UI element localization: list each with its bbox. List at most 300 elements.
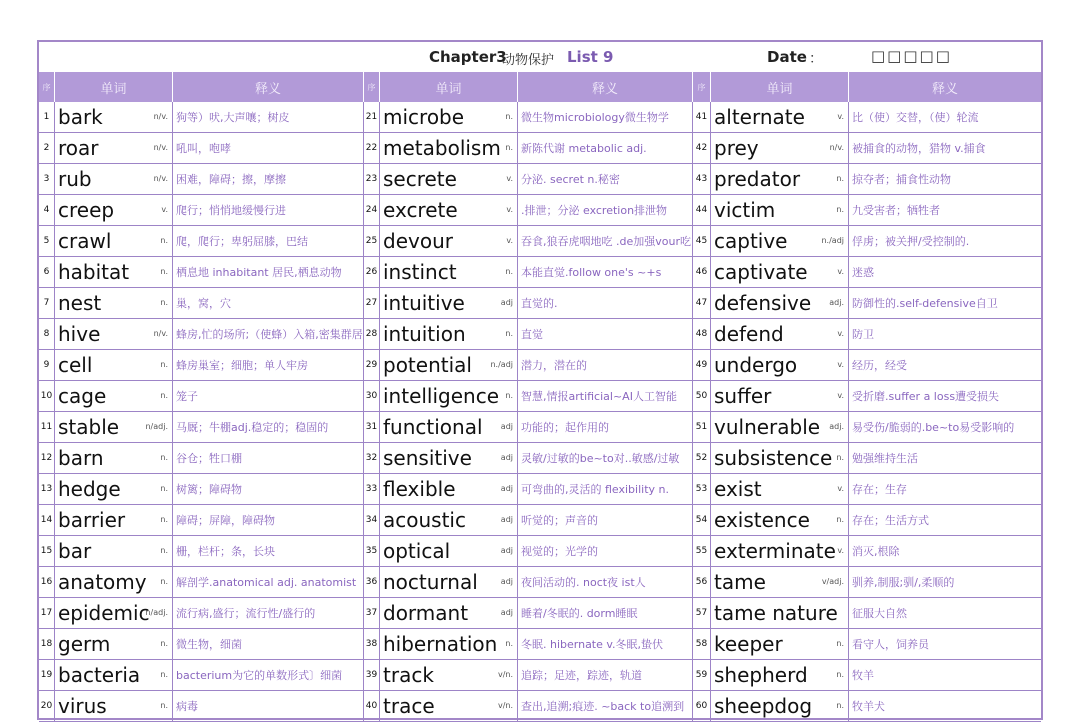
english-word: track <box>383 663 434 687</box>
part-of-speech: n. <box>836 174 844 183</box>
table-row <box>39 319 1041 350</box>
entry-number: 57 <box>693 598 711 628</box>
word-cell <box>711 164 849 194</box>
word-cell <box>55 381 173 411</box>
word-cell <box>711 412 849 442</box>
meaning-cell: 流行病,盛行；流行性/盛行的 <box>173 598 364 628</box>
entry-number: 5 <box>39 226 55 256</box>
meaning-cell: 灵敏/过敏的be~to对..敏感/过敏 <box>518 443 693 473</box>
part-of-speech: n. <box>160 453 168 462</box>
part-of-speech: v. <box>837 391 844 400</box>
entry-number: 24 <box>364 195 380 225</box>
word-cell <box>380 629 518 659</box>
chapter-title: Chapter3 <box>429 48 507 66</box>
meaning-cell: 微生物microbiology微生物学 <box>518 102 693 132</box>
word-cell <box>380 598 518 628</box>
english-word: secrete <box>383 167 457 191</box>
meaning-cell: 分泌. secret n.秘密 <box>518 164 693 194</box>
part-of-speech: n. <box>505 267 513 276</box>
meaning-cell: 防卫 <box>852 328 874 341</box>
entry-number: 21 <box>364 102 380 132</box>
table-row <box>39 660 1041 691</box>
english-word: intuition <box>383 322 466 346</box>
meaning-cell: 爬，爬行；卑躬屈膝，巴结 <box>173 226 364 256</box>
entry-number: 45 <box>693 226 711 256</box>
word-cell <box>55 319 173 349</box>
word-cell <box>380 505 518 535</box>
entry-number: 8 <box>39 319 55 349</box>
english-word: suffer <box>714 384 772 408</box>
meaning-cell: 存在；生活方式 <box>852 514 929 527</box>
table-row <box>39 536 1041 567</box>
word-cell <box>380 691 518 721</box>
table-row <box>39 226 1041 257</box>
word-cell <box>711 195 849 225</box>
word-cell <box>711 660 849 690</box>
entry-number: 55 <box>693 536 711 566</box>
meaning-cell: 病毒 <box>173 691 364 721</box>
meaning-cell: 防御性的.self-defensive自卫 <box>852 297 998 310</box>
meaning-cell: 吼叫，咆哮 <box>173 133 364 163</box>
header-no: 序 <box>364 72 380 102</box>
header-meaning: 释义 <box>518 72 693 102</box>
english-word: bacteria <box>58 663 141 687</box>
entry-number: 9 <box>39 350 55 380</box>
word-cell <box>711 350 849 380</box>
entry-number: 3 <box>39 164 55 194</box>
entry-number: 58 <box>693 629 711 659</box>
entry-number: 16 <box>39 567 55 597</box>
part-of-speech: n. <box>160 391 168 400</box>
english-word: captive <box>714 229 788 253</box>
date-label: Date <box>767 48 807 66</box>
english-word: exist <box>714 477 762 501</box>
word-cell <box>380 319 518 349</box>
entry-number: 37 <box>364 598 380 628</box>
meaning-cell: 冬眠. hibernate v.冬眠,蛰伏 <box>518 629 693 659</box>
word-cell <box>55 660 173 690</box>
header-word: 单词 <box>711 72 849 102</box>
table-header <box>39 72 1041 102</box>
word-cell <box>711 133 849 163</box>
word-cell <box>380 257 518 287</box>
meaning-cell: 直觉 <box>518 319 693 349</box>
meaning-cell: 栖息地 inhabitant 居民,栖息动物 <box>173 257 364 287</box>
english-word: hive <box>58 322 101 346</box>
english-word: stable <box>58 415 120 439</box>
part-of-speech: n. <box>505 329 513 338</box>
meaning-cell: 蜂房巢室；细胞；单人牢房 <box>173 350 364 380</box>
title-bar <box>39 42 1041 72</box>
meaning-cell: 狗等）吠,大声嚷；树皮 <box>173 102 364 132</box>
english-word: cell <box>58 353 93 377</box>
meaning-cell: 存在；生存 <box>852 483 907 496</box>
part-of-speech: v/adj. <box>821 577 844 586</box>
word-cell <box>55 691 173 721</box>
word-cell <box>711 288 849 318</box>
entry-number: 41 <box>693 102 711 132</box>
word-cell <box>380 288 518 318</box>
entry-number: 46 <box>693 257 711 287</box>
part-of-speech: n. <box>505 143 513 152</box>
header-word: 单词 <box>380 72 518 102</box>
topic-title: 动物保护 <box>502 53 555 68</box>
entry-number: 38 <box>364 629 380 659</box>
english-word: intelligence <box>383 384 500 408</box>
entry-number: 30 <box>364 381 380 411</box>
header-no: 序 <box>39 72 55 102</box>
part-of-speech: n. <box>505 112 513 121</box>
word-cell <box>711 536 849 566</box>
meaning-cell: 比（使）交替，（使）轮流 <box>852 111 979 124</box>
english-word: victim <box>714 198 776 222</box>
meaning-cell: 牧羊犬 <box>852 700 885 713</box>
word-cell <box>711 505 849 535</box>
part-of-speech: v. <box>506 205 513 214</box>
table-row <box>39 133 1041 164</box>
meaning-cell: 新陈代谢 metabolic adj. <box>518 133 693 163</box>
part-of-speech: n. <box>836 515 844 524</box>
word-cell <box>711 257 849 287</box>
meaning-cell: 树篱；障碍物 <box>173 474 364 504</box>
word-cell <box>380 195 518 225</box>
entry-number: 28 <box>364 319 380 349</box>
table-row <box>39 443 1041 474</box>
part-of-speech: n. <box>160 236 168 245</box>
english-word: microbe <box>383 105 465 129</box>
list-number: List 9 <box>567 48 614 66</box>
part-of-speech: n. <box>160 267 168 276</box>
entry-number: 34 <box>364 505 380 535</box>
part-of-speech: v. <box>837 484 844 493</box>
english-word: rub <box>58 167 92 191</box>
entry-number: 52 <box>693 443 711 473</box>
word-cell <box>380 474 518 504</box>
part-of-speech: adj. <box>829 298 844 307</box>
meaning-cell: 驯养,制服;驯/,柔顺的 <box>852 576 955 589</box>
part-of-speech: n. <box>836 701 844 710</box>
table-row <box>39 164 1041 195</box>
word-cell <box>711 226 849 256</box>
meaning-cell: bacterium为它的单数形式〕细菌 <box>173 660 364 690</box>
vocabulary-table <box>39 72 1041 722</box>
english-word: undergo <box>714 353 798 377</box>
part-of-speech: n/adj. <box>145 608 168 617</box>
meaning-cell: 智慧,情报artificial~AI人工智能 <box>518 381 693 411</box>
part-of-speech: adj. <box>829 422 844 431</box>
word-cell <box>711 629 849 659</box>
word-cell <box>380 412 518 442</box>
meaning-cell: 解剖学.anatomical adj. anatomist <box>173 567 364 597</box>
part-of-speech: adj <box>500 546 513 555</box>
part-of-speech: n. <box>160 298 168 307</box>
english-word: captivate <box>714 260 808 284</box>
vocabulary-sheet <box>37 40 1043 720</box>
table-row <box>39 350 1041 381</box>
entry-number: 6 <box>39 257 55 287</box>
entry-number: 4 <box>39 195 55 225</box>
table-row <box>39 102 1041 133</box>
meaning-cell: .排泄；分泌 excretion排泄物 <box>518 195 693 225</box>
entry-number: 22 <box>364 133 380 163</box>
english-word: epidemic <box>58 601 150 625</box>
english-word: tame nature <box>714 601 838 625</box>
part-of-speech: v/n. <box>497 670 513 679</box>
word-cell <box>55 350 173 380</box>
meaning-cell: 被捕食的动物，猎物 v.捕食 <box>852 142 986 155</box>
part-of-speech: n. <box>505 391 513 400</box>
entry-number: 60 <box>693 691 711 721</box>
meaning-cell: 睡着/冬眠的. dorm睡眠 <box>518 598 693 628</box>
english-word: bark <box>58 105 103 129</box>
part-of-speech: adj <box>500 484 513 493</box>
english-word: instinct <box>383 260 457 284</box>
header-no: 序 <box>693 72 711 102</box>
table-row <box>39 412 1041 443</box>
entry-number: 39 <box>364 660 380 690</box>
english-word: habitat <box>58 260 130 284</box>
word-cell <box>55 288 173 318</box>
english-word: sensitive <box>383 446 472 470</box>
meaning-cell: 栅，栏杆；条，长块 <box>173 536 364 566</box>
table-row <box>39 288 1041 319</box>
entry-number: 59 <box>693 660 711 690</box>
entry-number: 18 <box>39 629 55 659</box>
entry-number: 35 <box>364 536 380 566</box>
meaning-cell: 迷惑 <box>852 266 874 279</box>
word-cell <box>711 319 849 349</box>
english-word: hibernation <box>383 632 498 656</box>
english-word: subsistence <box>714 446 833 470</box>
meaning-cell: 听觉的；声音的 <box>518 505 693 535</box>
part-of-speech: n. <box>160 670 168 679</box>
meaning-cell: 牧羊 <box>852 669 874 682</box>
english-word: bar <box>58 539 92 563</box>
english-word: defensive <box>714 291 812 315</box>
part-of-speech: n. <box>836 205 844 214</box>
word-cell <box>55 133 173 163</box>
english-word: germ <box>58 632 111 656</box>
entry-number: 44 <box>693 195 711 225</box>
date-colon: ： <box>809 51 823 67</box>
word-cell <box>380 133 518 163</box>
entry-number: 26 <box>364 257 380 287</box>
english-word: hedge <box>58 477 121 501</box>
part-of-speech: adj <box>500 608 513 617</box>
entry-number: 7 <box>39 288 55 318</box>
english-word: roar <box>58 136 99 160</box>
header-word: 单词 <box>55 72 173 102</box>
word-cell <box>380 443 518 473</box>
meaning-cell: 征服大自然 <box>852 607 907 620</box>
meaning-cell: 勉强维持生活 <box>852 452 918 465</box>
part-of-speech: v/n. <box>497 701 513 710</box>
part-of-speech: n. <box>836 639 844 648</box>
part-of-speech: n. <box>836 670 844 679</box>
word-cell <box>55 598 173 628</box>
word-cell <box>711 474 849 504</box>
entry-number: 32 <box>364 443 380 473</box>
word-cell <box>711 567 849 597</box>
english-word: anatomy <box>58 570 147 594</box>
word-cell <box>55 536 173 566</box>
word-cell <box>380 567 518 597</box>
header-meaning: 释义 <box>173 72 364 102</box>
word-cell <box>55 505 173 535</box>
part-of-speech: n/v. <box>829 143 844 152</box>
english-word: sheepdog <box>714 694 813 718</box>
entry-number: 49 <box>693 350 711 380</box>
entry-number: 19 <box>39 660 55 690</box>
table-row <box>39 381 1041 412</box>
meaning-cell: 巢，窝，穴 <box>173 288 364 318</box>
entry-number: 53 <box>693 474 711 504</box>
part-of-speech: n. <box>160 577 168 586</box>
part-of-speech: n. <box>160 360 168 369</box>
word-cell <box>380 660 518 690</box>
meaning-cell: 蜂房,忙的场所;（使蜂）入箱,密集群居 <box>173 319 364 349</box>
entry-number: 56 <box>693 567 711 597</box>
english-word: shepherd <box>714 663 808 687</box>
table-row <box>39 195 1041 226</box>
word-cell <box>711 381 849 411</box>
entry-number: 51 <box>693 412 711 442</box>
english-word: flexible <box>383 477 456 501</box>
table-row <box>39 691 1041 722</box>
part-of-speech: v. <box>837 112 844 121</box>
table-row <box>39 598 1041 629</box>
english-word: tame <box>714 570 766 594</box>
part-of-speech: v. <box>837 267 844 276</box>
english-word: keeper <box>714 632 783 656</box>
part-of-speech: v. <box>837 360 844 369</box>
table-row <box>39 257 1041 288</box>
meaning-cell: 潜力，潜在的 <box>518 350 693 380</box>
entry-number: 29 <box>364 350 380 380</box>
meaning-cell: 夜间活动的. noct夜 ist人 <box>518 567 693 597</box>
word-cell <box>55 567 173 597</box>
english-word: acoustic <box>383 508 466 532</box>
english-word: prey <box>714 136 759 160</box>
word-cell <box>55 164 173 194</box>
word-cell <box>55 195 173 225</box>
meaning-cell: 可弯曲的,灵活的 flexibility n. <box>518 474 693 504</box>
word-cell <box>380 350 518 380</box>
entry-number: 15 <box>39 536 55 566</box>
word-cell <box>55 412 173 442</box>
english-word: excrete <box>383 198 458 222</box>
part-of-speech: n. <box>160 701 168 710</box>
english-word: intuitive <box>383 291 465 315</box>
table-row <box>39 474 1041 505</box>
meaning-cell: 掠夺者；捕食性动物 <box>852 173 951 186</box>
part-of-speech: n/v. <box>153 143 168 152</box>
part-of-speech: n./adj <box>821 236 844 245</box>
english-word: optical <box>383 539 451 563</box>
word-cell <box>380 164 518 194</box>
table-row <box>39 505 1041 536</box>
word-cell <box>380 226 518 256</box>
meaning-cell: 功能的；起作用的 <box>518 412 693 442</box>
english-word: existence <box>714 508 810 532</box>
meaning-cell: 看守人，饲养员 <box>852 638 929 651</box>
meaning-cell: 消灭,根除 <box>852 545 900 558</box>
word-cell <box>380 102 518 132</box>
meaning-cell: 障碍；屏障，障碍物 <box>173 505 364 535</box>
entry-number: 27 <box>364 288 380 318</box>
entry-number: 11 <box>39 412 55 442</box>
word-cell <box>55 629 173 659</box>
word-cell <box>711 102 849 132</box>
header-meaning: 释义 <box>931 81 958 97</box>
word-cell <box>55 443 173 473</box>
word-cell <box>55 474 173 504</box>
part-of-speech: adj <box>500 422 513 431</box>
english-word: potential <box>383 353 472 377</box>
word-cell <box>711 443 849 473</box>
meaning-cell: 经历，经受 <box>852 359 907 372</box>
meaning-cell: 本能直觉.follow one's ~+s <box>518 257 693 287</box>
entry-number: 47 <box>693 288 711 318</box>
meaning-cell: 直觉的. <box>518 288 693 318</box>
part-of-speech: n/adj. <box>145 422 168 431</box>
meaning-cell: 九受害者；牺牲者 <box>852 204 940 217</box>
date-checkboxes[interactable]: □□□□□ <box>871 47 952 65</box>
part-of-speech: v. <box>837 329 844 338</box>
english-word: dormant <box>383 601 469 625</box>
part-of-speech: n. <box>836 453 844 462</box>
word-cell <box>55 226 173 256</box>
english-word: crawl <box>58 229 112 253</box>
word-cell <box>380 381 518 411</box>
english-word: devour <box>383 229 453 253</box>
entry-number: 20 <box>39 691 55 721</box>
english-word: exterminate <box>714 539 836 563</box>
entry-number: 54 <box>693 505 711 535</box>
english-word: metabolism <box>383 136 501 160</box>
part-of-speech: n./adj <box>490 360 513 369</box>
entry-number: 2 <box>39 133 55 163</box>
english-word: defend <box>714 322 784 346</box>
word-cell <box>55 257 173 287</box>
entry-number: 12 <box>39 443 55 473</box>
table-body <box>39 102 1041 722</box>
entry-number: 40 <box>364 691 380 721</box>
english-word: creep <box>58 198 115 222</box>
entry-number: 23 <box>364 164 380 194</box>
meaning-cell: 查出,追溯;痕迹. ~back to追溯到 <box>518 691 693 721</box>
english-word: virus <box>58 694 107 718</box>
entry-number: 43 <box>693 164 711 194</box>
entry-number: 25 <box>364 226 380 256</box>
entry-number: 36 <box>364 567 380 597</box>
english-word: vulnerable <box>714 415 821 439</box>
meaning-cell: 视觉的；光学的 <box>518 536 693 566</box>
table-row <box>39 629 1041 660</box>
english-word: trace <box>383 694 435 718</box>
part-of-speech: adj <box>500 577 513 586</box>
part-of-speech: v. <box>506 236 513 245</box>
word-cell <box>55 102 173 132</box>
part-of-speech: v. <box>161 205 168 214</box>
part-of-speech: adj <box>500 453 513 462</box>
meaning-cell: 吞食,狼吞虎咽地吃 .de加强vour吃 <box>518 226 693 256</box>
meaning-cell: 困难，障碍；擦，摩擦 <box>173 164 364 194</box>
word-cell <box>711 598 849 628</box>
meaning-cell: 微生物，细菌 <box>173 629 364 659</box>
entry-number: 50 <box>693 381 711 411</box>
entry-number: 1 <box>39 102 55 132</box>
